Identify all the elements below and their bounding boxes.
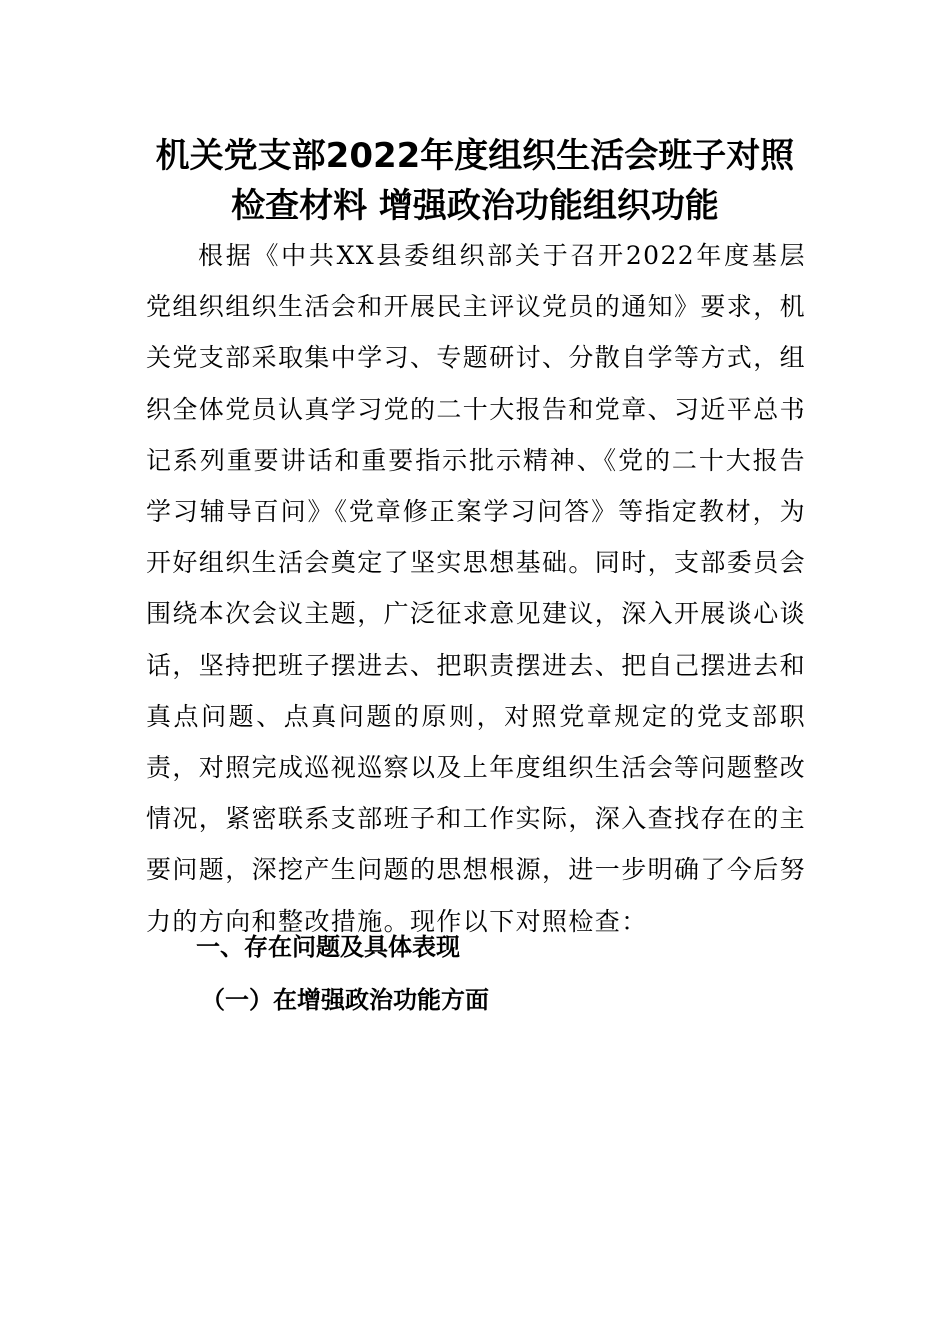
intro-paragraph: 根据《中共XX县委组织部关于召开2022年度基层党组织组织生活会和开展民主评议党员的通知》要求，机关党支部采取集中学习、专题研讨、分散自学等方式，组织全体党员认真学习党的二十大报告和党章、习近平总书记系列重要讲话和重要指示批示精神、《党的二十大报告学习辅导百问》《党章修正案学习问答》等指定教材，为开好组织生活会奠定了坚实思想基础。同时，支部委员会围绕本次会议主题，广泛征求意见建议，深入开展谈心谈话，坚持把班子摆进去、把职责摆进去、把自己摆进去和真点问题、点真问题的原则，对照党章规定的党支部职责，对照完成巡视巡察以及上年度组织生活会等问题整改情况，紧密联系支部班子和工作实际，深入查找存在的主要问题，深挖产生问题的思想根源，进一步明确了今后努力的方向和整改措施。现作以下对照检查： [146,241,807,936]
section-heading: 一、存在问题及具体表现 [196,933,460,961]
document-title-line-1: 机关党支部2022年度组织生活会班子对照 [155,136,795,176]
document-title-line-2: 检查材料 增强政治功能组织功能 [231,186,719,226]
subsection-heading: （一）在增强政治功能方面 [201,986,489,1014]
